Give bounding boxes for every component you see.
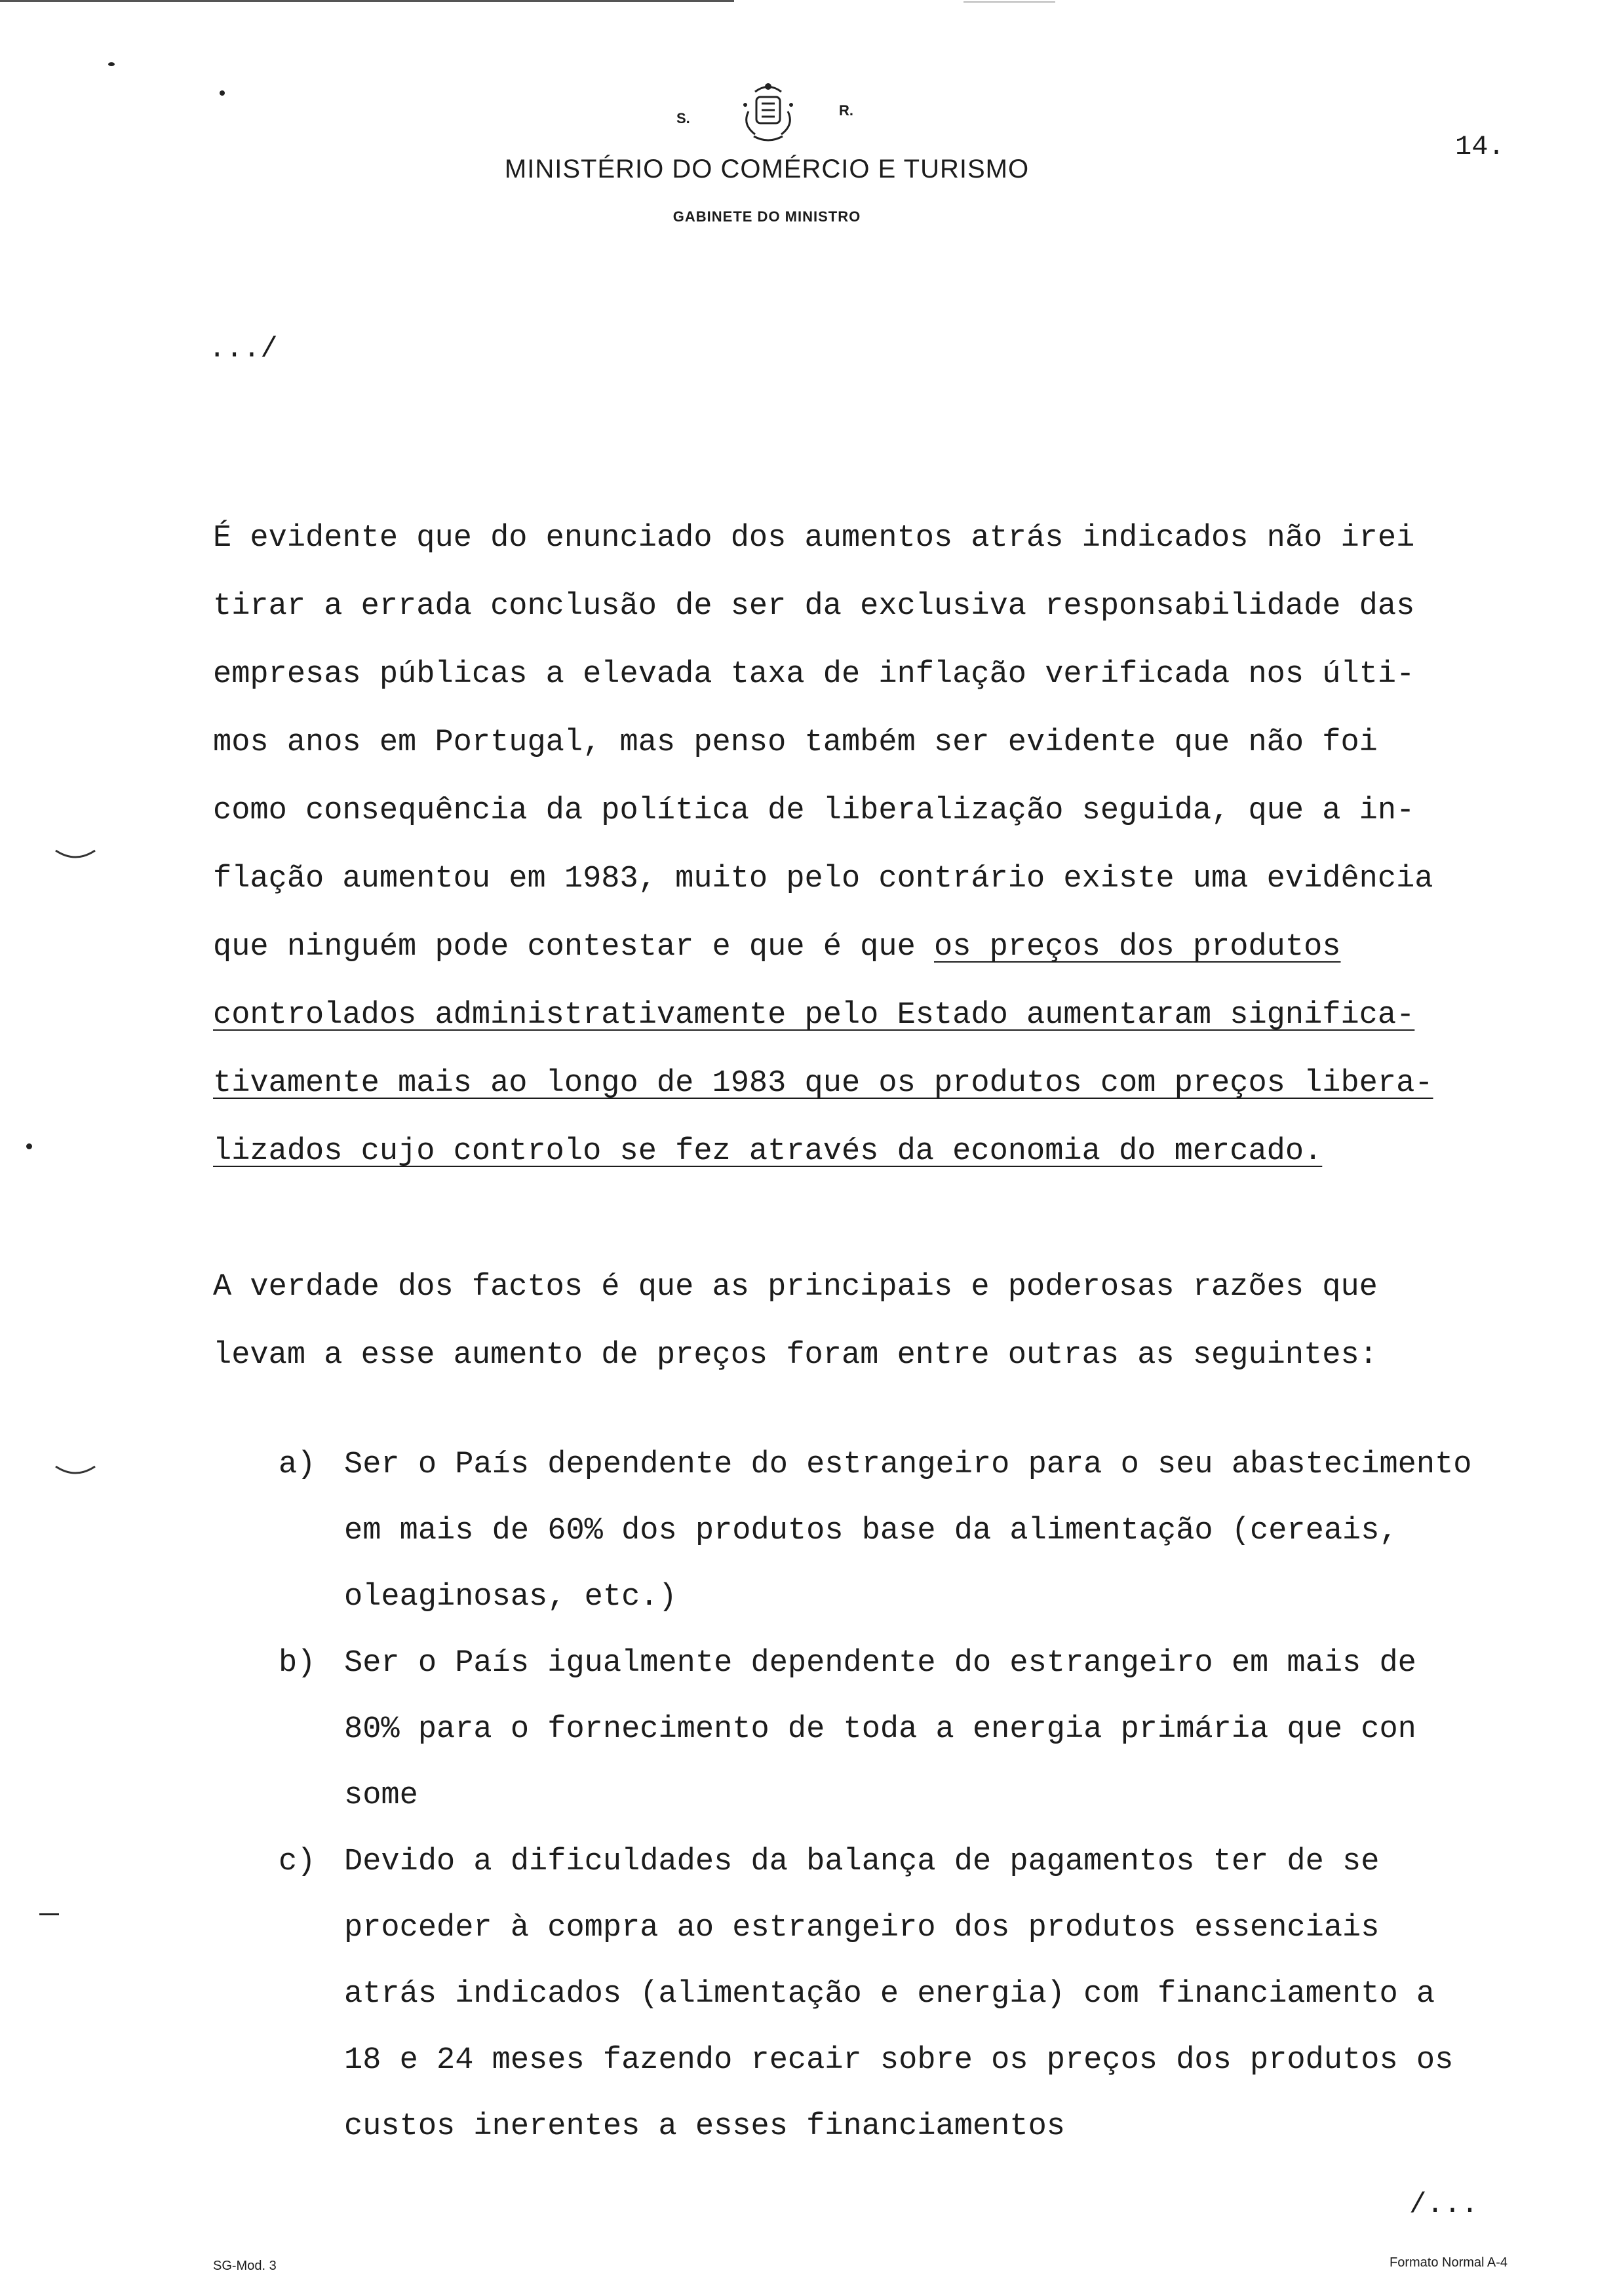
text-line: empresas públicas a elevada taxa de inflação verificada nos últi- [213,657,1415,692]
text-line [213,982,1537,1050]
text-line [213,1050,1537,1118]
text-line: Ser o País dependente do estrangeiro para o seu abastecimento [344,1447,1472,1482]
punch-hole-mark [52,1461,98,1481]
paper-format-label: Formato Normal A-4 [1390,2255,1508,2270]
paragraph-2 [213,1253,1537,1390]
underlined-text: os preços dos produtos [933,930,1341,965]
item-text [344,1829,1563,2160]
letterhead [419,72,1114,225]
text-line: 18 e 24 meses fazendo recair sobre os preços dos produtos os [344,2043,1454,2078]
item-label: b) [279,1646,316,1681]
page-number: 14. [1455,131,1505,163]
list-item [279,1630,1563,1829]
text-line: Devido a dificuldades da balança de pagamentos ter de se [344,1845,1380,1879]
underlined-text: tivamente mais ao longo de 1983 que os produtos com preços libera- [213,1066,1433,1101]
text-line: flação aumentou em 1983, muito pelo contrário existe uma evidência [213,862,1433,896]
text-line: A verdade dos factos é que as principais e poderosas razões que [213,1270,1378,1305]
text-line: Ser o País igualmente dependente do estrangeiro em mais de [344,1646,1416,1681]
text-line [213,1118,1537,1186]
text-line: tirar a errada conclusão de ser da exclusiva responsabilidade das [213,589,1415,624]
scan-edge-line [0,0,734,2]
reasons-list [279,1432,1563,2160]
scan-speck [220,90,225,96]
item-text [344,1630,1563,1829]
monogram-left: S. [676,110,690,126]
text-line: em mais de 60% dos produtos base da alimentação (cereais, [344,1514,1398,1548]
scan-speck [39,1913,59,1915]
scan-edge-line [963,1,1055,3]
cabinet-name: GABINETE DO MINISTRO [672,208,861,225]
continuation-mark-top: .../ [208,333,278,366]
text-line [213,913,1537,982]
text-line: atrás indicados (alimentação e energia) com financiamento a [344,1977,1435,2012]
text-line: custos inerentes a esses financiamentos [344,2109,1065,2144]
item-label: c) [279,1845,316,1879]
underlined-text: lizados cujo controlo se fez através da economia do mercado. [213,1134,1323,1169]
text-line: some [344,1778,418,1813]
paragraph-1 [213,505,1537,1186]
text-line: levam a esse aumento de preços foram entre outras as seguintes: [213,1338,1378,1373]
text-line: 80% para o fornecimento de toda a energia primária que con [344,1712,1416,1747]
text-line: proceder à compra ao estrangeiro dos produtos essenciais [344,1911,1380,1945]
form-model-label: SG-Mod. 3 [213,2259,277,2273]
scan-speck [108,62,115,66]
monogram-right: R. [839,102,853,119]
plain-text: que ninguém pode contestar e que é que [213,930,934,965]
list-item [279,1432,1563,1630]
text-line: oleaginosas, etc.) [344,1580,677,1615]
coat-of-arms-icon [729,79,808,151]
text-line: É evidente que do enunciado dos aumentos atrás indicados não irei [213,521,1415,556]
coat-of-arms-row [419,72,1114,144]
list-item [279,1829,1563,2160]
underlined-text: controlados administrativamente pelo Estado aumentaram significa- [213,998,1415,1033]
punch-hole-mark [52,845,98,865]
item-text [344,1432,1563,1630]
item-label: a) [279,1447,316,1482]
text-line: mos anos em Portugal, mas penso também ser evidente que não foi [213,725,1378,760]
text-line: como consequência da política de liberalização seguida, que a in- [213,794,1415,828]
ministry-name: MINISTÉRIO DO COMÉRCIO E TURISMO [504,155,1030,183]
continuation-mark-bottom: /... [1409,2189,1479,2221]
scan-speck [26,1143,32,1149]
